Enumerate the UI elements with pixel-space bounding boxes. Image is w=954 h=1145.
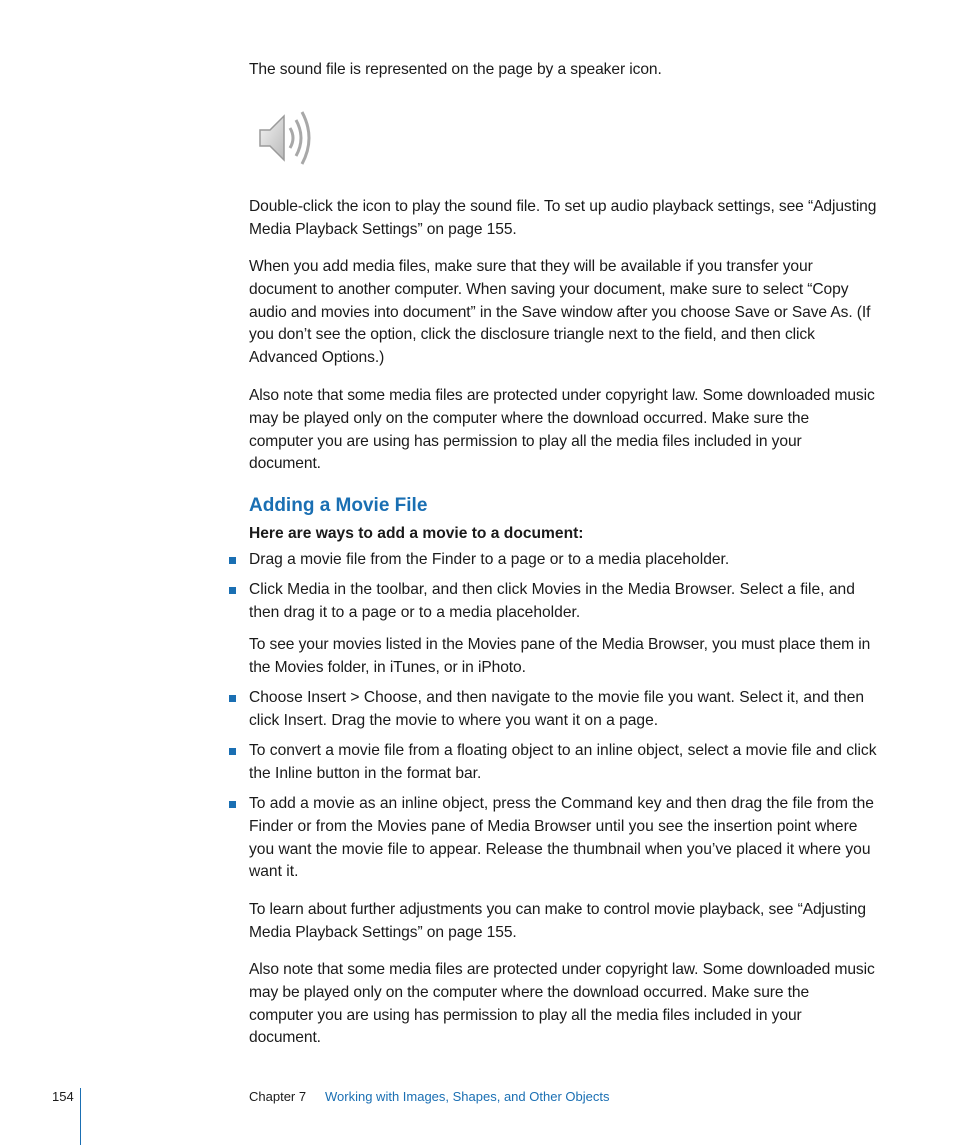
chapter-label: Chapter 7 <box>249 1089 307 1104</box>
chapter-title-link[interactable]: Working with Images, Shapes, and Other Objects <box>325 1089 610 1104</box>
paragraph-media-files: When you add media files, make sure that they will be available if you transfer your document to another computer. When saving your document, make sure to select “Copy audio and movies into document” in the Save window after you choose Save or Save As. (If you don’t see the option, click the disclosure triangle next to the field, and then click Advanced Options.) <box>249 258 871 367</box>
bullet-square-icon <box>229 801 236 808</box>
list-item-text: Drag a movie file from the Finder to a page or to a media placeholder. <box>249 551 730 568</box>
speaker-icon[interactable] <box>252 104 320 172</box>
page-number: 154 <box>52 1089 74 1104</box>
paragraph-intro: The sound file is represented on the page by a speaker icon. <box>249 61 662 78</box>
bullet-square-icon <box>229 587 236 594</box>
list-item-text: To convert a movie file from a floating object to an inline object, select a movie file and click the Inline button in the format bar. <box>249 742 877 782</box>
footer-divider <box>80 1088 81 1145</box>
list-item-text: Click Media in the toolbar, and then click Movies in the Media Browser. Select a file, and then drag it to a page or to a media placeholder. <box>249 581 855 621</box>
section-heading: Adding a Movie File <box>249 495 428 516</box>
paragraph-double-click: Double-click the icon to play the sound file. To set up audio playback settings, see “Adjusting Media Playback Settings” on page 155. <box>249 198 877 238</box>
paragraph-copyright: Also note that some media files are protected under copyright law. Some downloaded music may be played only on the computer where the download occurred. Make sure the computer you are using has permission to play all the media files included in your document. <box>249 387 875 473</box>
list-item-text: To add a movie as an inline object, press the Command key and then drag the file from the Finder or from the Movies pane of Media Browser until you see the insertion point where you want the movie file to appear. Release the thumbnail when you’ve placed it where you want it. <box>249 795 874 881</box>
list-item-text: Choose Insert > Choose, and then navigate to the movie file you want. Select it, and then click Insert. Drag the movie to where you want it on a page. <box>249 689 865 729</box>
bullet-square-icon <box>229 748 236 755</box>
paragraph-further-adjustments: To learn about further adjustments you can make to control movie playback, see “Adjusting Media Playback Settings” on page 155. <box>249 901 866 941</box>
section-lead: Here are ways to add a movie to a document: <box>249 525 584 542</box>
bullet-square-icon <box>229 695 236 702</box>
paragraph-copyright-2: Also note that some media files are protected under copyright law. Some downloaded music may be played only on the computer where the download occurred. Make sure the computer you are using has permission to play all the media files included in your document. <box>249 961 875 1047</box>
bullet-note: To see your movies listed in the Movies pane of the Media Browser, you must place them in the Movies folder, in iTunes, or in iPhoto. <box>249 636 871 676</box>
bullet-square-icon <box>229 557 236 564</box>
